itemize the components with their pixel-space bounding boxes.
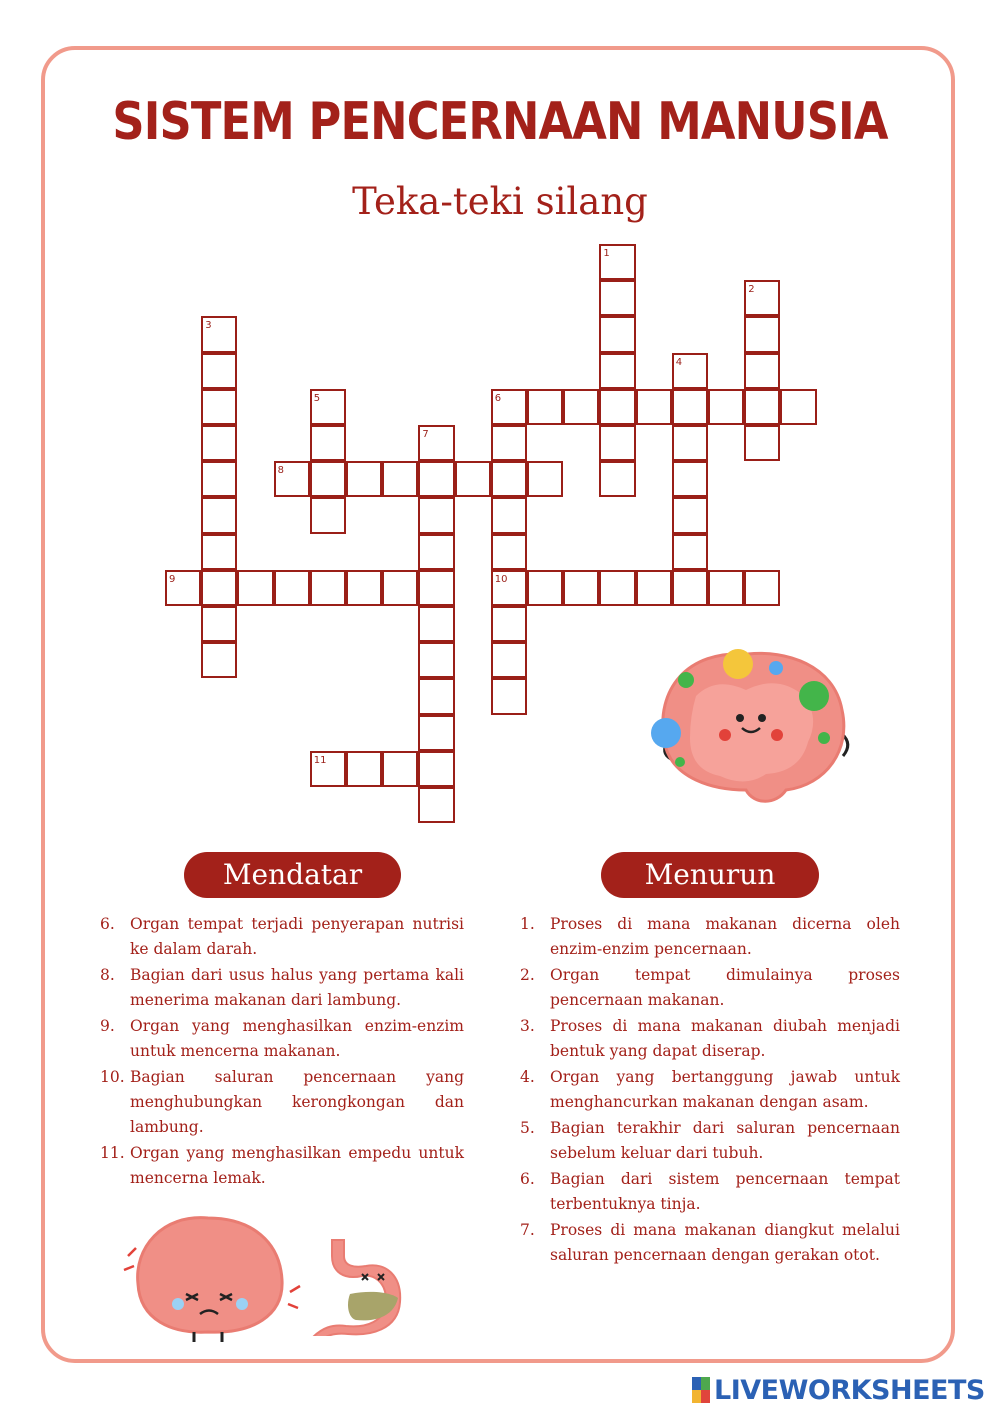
crossword-cell[interactable] [527, 461, 563, 497]
crossword-cell[interactable] [599, 389, 635, 425]
clue-text: Bagian dari usus halus yang pertama kali menerima makanan dari lambung. [130, 966, 464, 1009]
crossword-cell[interactable] [708, 389, 744, 425]
crossword-cell[interactable] [201, 570, 237, 606]
crossword-cell[interactable] [418, 534, 454, 570]
clue-item [100, 1065, 464, 1140]
clue-text: Bagian terakhir dari saluran pencernaan sebelum keluar dari tubuh. [550, 1119, 900, 1162]
crossword-cell[interactable] [744, 425, 780, 461]
clue-number-label: 10 [494, 573, 508, 585]
clue-number: 10. [100, 1068, 125, 1086]
clue-number-label: 5 [313, 392, 321, 404]
crossword-cell[interactable] [310, 425, 346, 461]
crossword-cell[interactable] [346, 461, 382, 497]
crossword-cell[interactable] [672, 389, 708, 425]
crossword-cell[interactable] [310, 461, 346, 497]
clue-number: 7. [520, 1221, 535, 1239]
clue-number-label: 3 [205, 320, 212, 332]
crossword-cell[interactable] [672, 534, 708, 570]
clue-item [100, 1014, 464, 1064]
clue-number: 2. [520, 966, 535, 984]
crossword-cell[interactable] [418, 461, 454, 497]
crossword-cell[interactable] [491, 425, 527, 461]
crossword-cell[interactable] [346, 751, 382, 787]
crossword-cell[interactable] [201, 425, 237, 461]
page-title: SISTEM PENCERNAAN MANUSIA [112, 92, 888, 152]
crossword-cell[interactable] [563, 570, 599, 606]
crossword-cell[interactable] [744, 570, 780, 606]
clue-number: 3. [520, 1017, 535, 1035]
clue-number-label: 2 [748, 284, 755, 296]
crossword-cell[interactable] [455, 461, 491, 497]
crossword-cell[interactable] [672, 461, 708, 497]
clue-number-label: 7 [422, 429, 429, 440]
crossword-cell[interactable] [418, 497, 454, 533]
crossword-cell[interactable] [201, 497, 237, 533]
crossword-cell[interactable] [201, 606, 237, 642]
menurun-clue-list [520, 912, 900, 1269]
clue-number: 8. [100, 966, 115, 984]
crossword-cell[interactable] [491, 642, 527, 678]
crossword-cell[interactable] [237, 570, 273, 606]
clue-number-label: 4 [675, 356, 683, 368]
crossword-cell[interactable] [563, 389, 599, 425]
crossword-cell[interactable] [201, 642, 237, 678]
clue-text: Bagian saluran pencernaan yang menghubungkan kerongkongan dan lambung. [130, 1068, 464, 1136]
clue-text: Organ yang bertanggung jawab untuk menghancurkan makanan dengan asam. [550, 1068, 900, 1111]
crossword-cell[interactable] [599, 425, 635, 461]
clue-item [100, 1141, 464, 1191]
logo-mark-icon [692, 1377, 710, 1403]
crossword-cell[interactable] [418, 787, 454, 823]
clue-number: 4. [520, 1068, 535, 1086]
clue-text: Organ yang menghasilkan empedu untuk mencerna lemak. [130, 1144, 464, 1187]
crossword-cell[interactable] [527, 570, 563, 606]
clue-number: 9. [100, 1017, 115, 1035]
clue-text: Organ tempat dimulainya proses pencernaan makanan. [550, 966, 900, 1009]
crossword-cell[interactable] [418, 751, 454, 787]
crossword-cell[interactable] [382, 570, 418, 606]
crossword-cell[interactable] [201, 534, 237, 570]
clue-number: 6. [520, 1170, 535, 1188]
crossword-cell[interactable] [599, 316, 635, 352]
crossword-cell[interactable] [418, 678, 454, 714]
logo-text: LIVEWORKSHEETS [714, 1374, 985, 1406]
crossword-cell[interactable] [382, 751, 418, 787]
clue-number-label: 11 [313, 754, 327, 766]
crossword-cell[interactable] [708, 570, 744, 606]
crossword-cell[interactable] [672, 570, 708, 606]
crossword-cell[interactable] [636, 389, 672, 425]
clue-item [100, 963, 464, 1013]
page-subtitle: Teka-teki silang [352, 180, 648, 223]
stomach-icon [312, 1236, 412, 1336]
clue-number-label: 8 [277, 465, 284, 477]
clue-text: Proses di mana makanan dicerna oleh enzim-enzim pencernaan. [550, 915, 900, 958]
clue-item [520, 1218, 900, 1268]
crossword-cell[interactable] [672, 425, 708, 461]
crossword-cell[interactable] [599, 570, 635, 606]
crossword-cell[interactable] [599, 280, 635, 316]
mendatar-clue-list [100, 912, 464, 1192]
clue-item [520, 1065, 900, 1115]
clue-text: Proses di mana makanan diangkut melalui saluran pencernaan dengan gerakan otot. [550, 1221, 900, 1264]
clue-number: 5. [520, 1119, 535, 1137]
clue-text: Bagian dari sistem pencernaan tempat terbentuknya tinja. [550, 1170, 900, 1213]
clue-item [520, 912, 900, 962]
crossword-cell[interactable] [672, 497, 708, 533]
crossword-cell[interactable] [201, 389, 237, 425]
crossword-cell[interactable] [310, 570, 346, 606]
clue-item [100, 912, 464, 962]
crossword-cell[interactable] [418, 642, 454, 678]
clue-number: 6. [100, 915, 115, 933]
crossword-cell[interactable] [418, 606, 454, 642]
clue-item [520, 1116, 900, 1166]
crossword-cell[interactable] [346, 570, 382, 606]
crossword-cell[interactable] [382, 461, 418, 497]
crossword-cell[interactable] [636, 570, 672, 606]
crossword-cell[interactable] [744, 316, 780, 352]
clue-item [520, 963, 900, 1013]
crossword-cell[interactable] [599, 353, 635, 389]
crossword-cell[interactable] [201, 353, 237, 389]
crossword-cell[interactable] [780, 389, 816, 425]
crossword-cell[interactable] [310, 497, 346, 533]
crossword-cell[interactable] [201, 461, 237, 497]
clue-item [520, 1167, 900, 1217]
crossword-cell[interactable] [744, 389, 780, 425]
clue-number: 1. [520, 915, 535, 933]
clue-number-label: 1 [603, 248, 610, 259]
clue-number-label: 9 [169, 573, 176, 585]
clue-text: Organ yang menghasilkan enzim-enzim untuk mencerna makanan. [130, 1017, 464, 1060]
crossword-cell[interactable] [744, 353, 780, 389]
crossword-cell[interactable] [418, 715, 454, 751]
crossword-cell[interactable] [491, 606, 527, 642]
sad-intestine-icon [112, 1208, 312, 1346]
happy-intestine-icon [636, 640, 861, 810]
mendatar-heading: Mendatar [184, 852, 401, 898]
clue-text: Organ tempat terjadi penyerapan nutrisi ke dalam darah. [130, 915, 464, 958]
clue-item [520, 1014, 900, 1064]
crossword-cell[interactable] [491, 678, 527, 714]
crossword-cell[interactable] [527, 389, 563, 425]
crossword-cell[interactable] [491, 534, 527, 570]
clue-number-label: 6 [494, 392, 502, 404]
menurun-heading: Menurun [601, 852, 819, 898]
crossword-cell[interactable] [491, 497, 527, 533]
clue-number: 11. [100, 1144, 125, 1162]
clue-text: Proses di mana makanan diubah menjadi bentuk yang dapat diserap. [550, 1017, 900, 1060]
crossword-cell[interactable] [491, 461, 527, 497]
crossword-cell[interactable] [599, 461, 635, 497]
crossword-cell[interactable] [274, 570, 310, 606]
liveworksheets-logo [692, 1373, 985, 1407]
crossword-cell[interactable] [418, 570, 454, 606]
